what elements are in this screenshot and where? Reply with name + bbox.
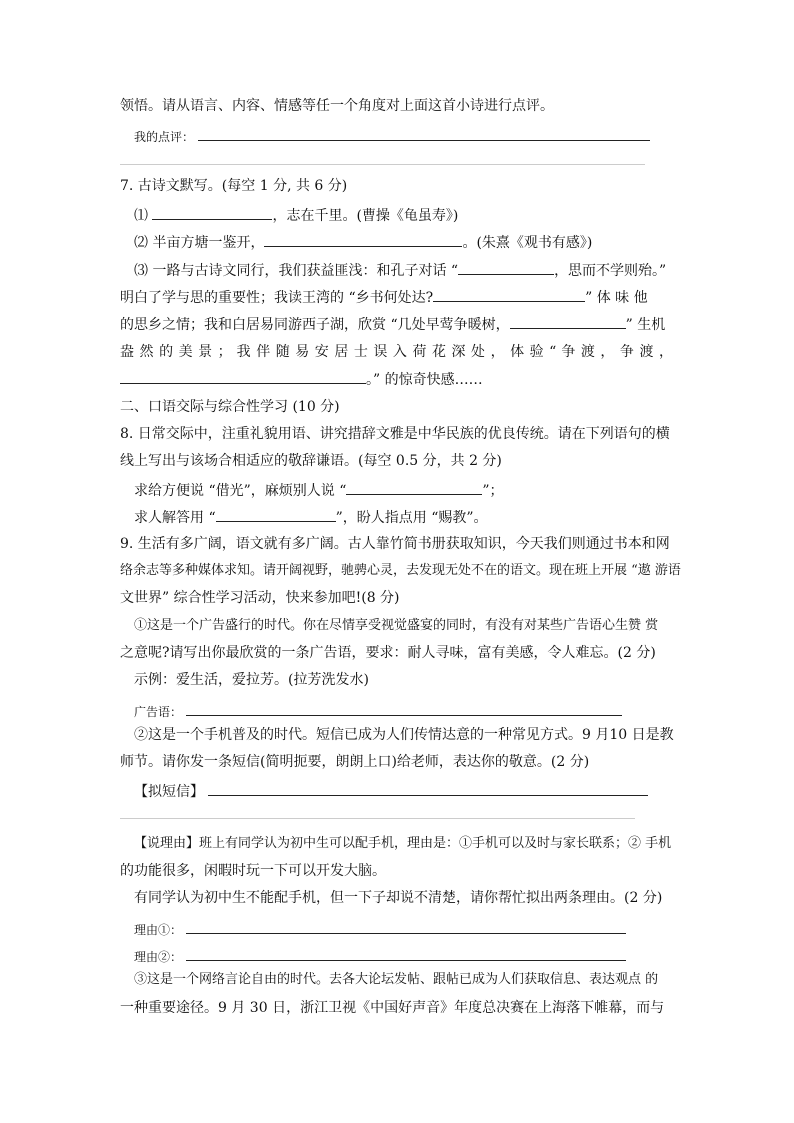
reason-line3: 有同学认为初中生不能配手机，但一下子却说不清楚，请你帮忙拟出两条理由。(2 分) (134, 890, 663, 906)
q7-item2-blank[interactable] (264, 231, 462, 247)
q9-line3: 文世界” 综合性学习活动，快来参加吧!(8 分) (120, 590, 400, 606)
sms-blank[interactable] (208, 780, 648, 796)
q7-item1 (134, 204, 458, 226)
q9-p3-line2: 一种重要途径。9 月 30 日，浙江卫视《中国好声音》年度总决赛在上海落下帷幕，而与 (120, 1000, 665, 1016)
my-comment-row (134, 125, 650, 147)
q7-item2-head: ⑵ 半亩方塘一鉴开， (134, 235, 265, 251)
q8-line4-tail: ”，盼人指点用 “赐教”。 (335, 510, 488, 526)
reason-line2: 的功能很多，闲暇时玩一下可以开发大脑。 (120, 863, 386, 879)
q7-item3-line2 (120, 286, 648, 308)
q8-line3-tail: ”； (482, 483, 504, 499)
q7-item2-tail: 。(朱熹《观书有感》) (462, 235, 593, 251)
q9-p2-line1: ②这是一个手机普及的时代。短信已成为人们传情达意的一种常见方式。9 月10 日是教 (134, 727, 674, 743)
q7-item3-line5 (120, 368, 483, 390)
q8-blank2[interactable] (216, 506, 336, 522)
reason1-blank[interactable] (186, 918, 626, 934)
q7-line3-tail: ” 生机 (625, 317, 666, 333)
ad-row (134, 700, 622, 722)
q8-line4-head: 求人解答用 “ (134, 510, 216, 526)
q7-heading: 7. 古诗文默写。(每空 1 分, 共 6 分) (120, 178, 348, 194)
q7-item3-mid: ，思而不学则殆。” (554, 263, 667, 279)
my-comment-blank[interactable] (198, 125, 650, 141)
q9-p1-line1: ①这是一个广告盛行的时代。你在尽情享受视觉盛宴的同时，有没有对某些广告语心生赞 赏 (134, 618, 659, 633)
q8-line3 (134, 479, 504, 501)
q9-line2: 络余志等多种媒体求知。请开阔视野，驰骋心灵，去发现无处不在的语文。现在班上开展 “遨 游语 (120, 563, 681, 578)
q7-item3-head: ⑶ 一路与古诗文同行，我们获益匪浅：和孔子对话 “ (134, 263, 459, 279)
q7-item2 (134, 231, 592, 253)
q8-line4 (134, 506, 488, 528)
intro-line: 领悟。请从语言、内容、情感等任一个角度对上面这首小诗进行点评。 (120, 98, 554, 114)
reason1-row (134, 918, 626, 940)
q8-blank1[interactable] (346, 479, 482, 495)
q8-line3-head: 求给方便说 “借光”，麻烦别人说 “ (134, 483, 347, 499)
q9-p1-line2: 之意呢?请写出你最欣赏的一条广告语，要求：耐人寻味，富有美感，令人难忘。(2 分) (120, 645, 656, 661)
q9-p2-line2: 师节。请你发一条短信(简明扼要，朗朗上口)给老师，表达你的敬意。(2 分) (120, 754, 590, 770)
reason-line1: 【说理由】班上有同学认为初中生可以配手机，理由是：①手机可以及时与家长联系；② 手机 (134, 836, 672, 851)
q7-item3-blank4[interactable] (120, 368, 366, 384)
q7-item1-tail: ，志在千里。(曹操《龟虽寿》) (272, 208, 459, 224)
q7-line3-head: 的思乡之情；我和白居易同游西子湖，欣赏 “几处早莺争暖树， (120, 317, 510, 333)
divider-2 (120, 818, 635, 819)
q8-line1: 8. 日常交际中，注重礼貌用语、讲究措辞文雅是中华民族的优良传统。请在下列语句的横 (120, 426, 670, 442)
q7-item1-blank[interactable] (152, 204, 272, 220)
sms-label: 【拟短信】 (134, 784, 204, 800)
q7-item3-blank2[interactable] (433, 286, 585, 302)
q7-line2-tail: ” 体 味 他 (585, 290, 648, 306)
sms-row (134, 780, 648, 802)
my-comment-label: 我的点评： (134, 130, 195, 144)
reason2-row (134, 945, 626, 967)
section-2-heading: 二、口语交际与综合性学习 (10 分) (120, 399, 340, 415)
q7-line2-head: 明白了学与思的重要性；我读王湾的 “乡书何处达? (120, 290, 434, 306)
q7-item3-line1 (134, 259, 666, 281)
q9-line1: 9. 生活有多广阔，语文就有多广阔。古人靠竹简书册获取知识，今天我们则通过书本和网 (120, 536, 670, 552)
q8-line2: 线上写出与该场合相适应的敬辞谦语。(每空 0.5 分，共 2 分) (120, 453, 502, 469)
divider-1 (120, 164, 645, 165)
q7-line5-tail: 。” 的惊奇快感…… (366, 372, 483, 388)
ad-blank[interactable] (186, 700, 622, 716)
q7-item3-line4: 盎 然 的 美 景 ； 我 伴 随 易 安 居 士 误 入 荷 花 深 处 ， 体 验 “ 争 渡 ， 争 渡 ， (120, 344, 673, 360)
q9-p3-line1: ③这是一个网络言论自由的时代。去各大论坛发帖、跟帖已成为人们获取信息、表达观点 的 (134, 972, 659, 987)
q7-item3-blank1[interactable] (458, 259, 554, 275)
q7-item3-blank3[interactable] (510, 313, 626, 329)
q9-example: 示例：爱生活，爱拉芳。(拉芳洗发水) (134, 672, 369, 688)
q7-item1-num: ⑴ (134, 208, 148, 224)
ad-label: 广告语： (134, 705, 183, 719)
reason1-label: 理由①： (134, 923, 183, 937)
reason2-label: 理由②： (134, 950, 183, 964)
q7-item3-line3 (120, 313, 665, 335)
reason2-blank[interactable] (186, 945, 626, 961)
